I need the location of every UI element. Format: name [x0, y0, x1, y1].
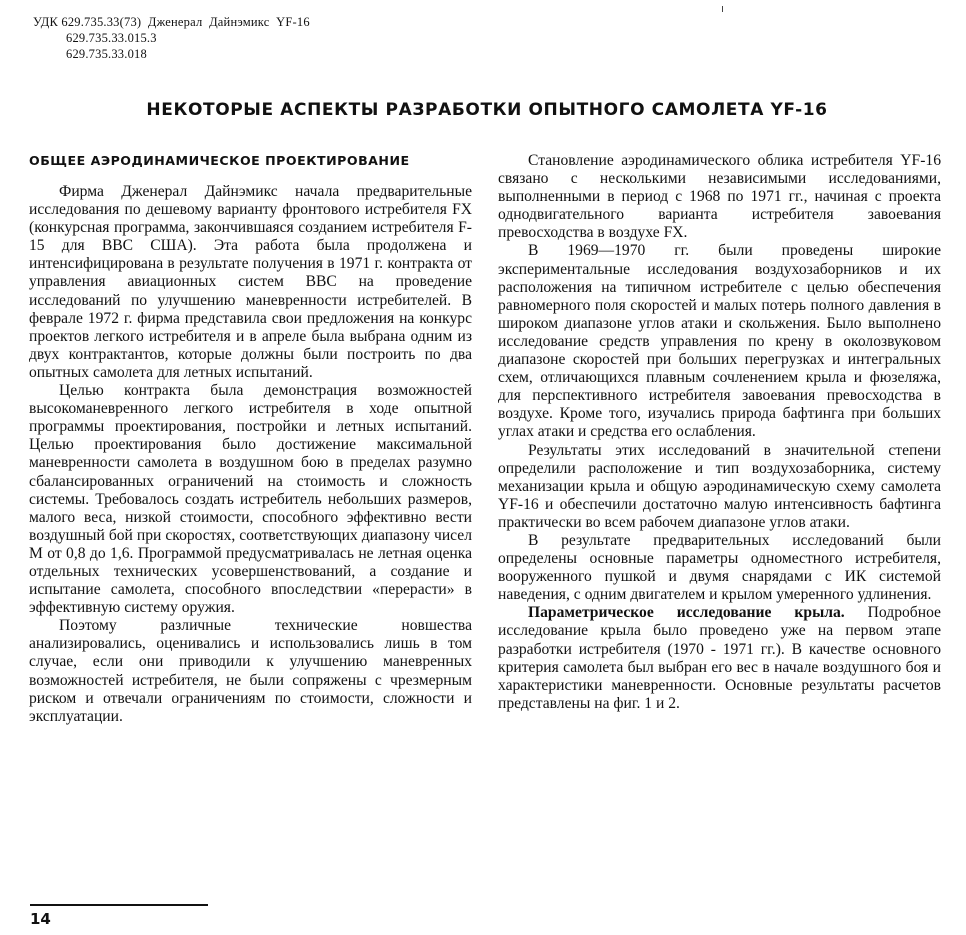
page-number: 14	[30, 910, 51, 928]
paragraph: Целью контракта была демонстрация возможностей высокоманевренного легкого истребителя в ходе опытной программы проектирования, постройки и летных испытаний. Целью проектирования было достижение максимальной маневренности самолета в воздушном бою в пределах разумно сбалансированных ограничений на стоимость и сложность системы. Требовалось создать истребитель небольших размеров, малого веса, низкой стоимости, способного эффективно вести воздушный бой при скоростях, соответствующих диапазону чисел М от 0,8 до 1,6. Программой предусматривалась не летная оценка отдельных технических усовершенствований, а создание и испытание самолета, способного впоследствии «перерасти» в эффективную систему оружия.	[29, 382, 472, 617]
article-title: НЕКОТОРЫЕ АСПЕКТЫ РАЗРАБОТКИ ОПЫТНОГО САМОЛЕТА YF-16	[146, 100, 828, 120]
right-column	[498, 152, 941, 713]
paragraph: В результате предварительных исследований были определены основные параметры одноместного истребителя, вооруженного пушкой и двумя снарядами с ИК системой наведения, с одним двигателем и крылом умеренного удлинения.	[498, 531, 941, 604]
paragraph: Становление аэродинамического облика истребителя YF-16 связано с несколькими независимыми исследованиями, выполненными в период с 1968 по 1971 гг., начиная с проекта однодвигательного варианта истребителя завоевания превосходства в воздухе FX.	[498, 152, 941, 242]
footer-rule	[30, 904, 208, 906]
udk-line-1: УДК 629.735.33(73) Дженерал Дайнэмикс YF-16	[33, 15, 310, 29]
paragraph-wing-study	[498, 604, 941, 713]
run-in-heading: Параметрическое исследование крыла.	[528, 604, 845, 622]
udk-classification	[33, 14, 310, 62]
paragraph: Поэтому различные технические новшества анализировались, оценивались и использовались лишь в том случае, если они приводили к улучшению маневренных возможностей истребителя, не были сопряжены с чрезмерным риском и отвечали ограничениям по стоимости, сложности и эксплуатации.	[29, 617, 472, 725]
udk-line-3: 629.735.33.018	[66, 47, 147, 61]
paragraph: Фирма Дженерал Дайнэмикс начала предварительные исследования по дешевому варианту фронтового истребителя FX (конкурсная программа, закончившаяся созданием истребителя F-15 для ВВС США). Эта работа была продолжена и интенсифицирована в результате получения в 1971 г. контракта от управления авиационных систем ВВС на проведение исследований по улучшению маневренности истребителей. В феврале 1972 г. фирма представила свои предложения на конкурс проектов легкого истребителя и в апреле была выбрана одним из двух контрактантов, которые должны были построить по два опытных самолета для летных испытаний.	[29, 183, 472, 381]
udk-line-2: 629.735.33.015.3	[66, 31, 157, 45]
scan-speck	[722, 6, 723, 12]
left-column	[29, 152, 472, 726]
paragraph: Результаты этих исследований в значительной степени определили расположение и тип воздухозаборника, систему механизации крыла и общую аэродинамическую схему самолета YF-16 и обеспечили достаточно малую интенсивность бафтинга практически во всем рабочем диапазоне углов атаки.	[498, 441, 941, 531]
paragraph: В 1969—1970 гг. были проведены широкие экспериментальные исследования воздухозаборников и их расположения на типичном истребителе с целью обеспечения равномерного поля скоростей и малых потерь полного давления в широком диапазоне углов атаки и скольжения. Было выполнено исследование средств управления по крену в околозвуковом диапазоне скоростей при больших перегрузках и интегральных схем, отличающихся плавным сочленением крыла и фюзеляжа, для перспективного истребителя завоевания превосходства в воздухе. Кроме того, изучались природа бафтинга при больших углах атаки и средства его ослабления.	[498, 242, 941, 441]
paragraph-text: Подробное исследование крыла было проведено уже на первом этапе разработки истребителя (1970 - 1971 гг.). В качестве основного критерия самолета был выбран его вес в начале воздушного боя и характеристики маневренности. Основные результаты расчетов представлены на фиг. 1 и 2.	[498, 604, 941, 712]
section-heading: ОБЩЕЕ АЭРОДИНАМИЧЕСКОЕ ПРОЕКТИРОВАНИЕ	[29, 153, 410, 168]
